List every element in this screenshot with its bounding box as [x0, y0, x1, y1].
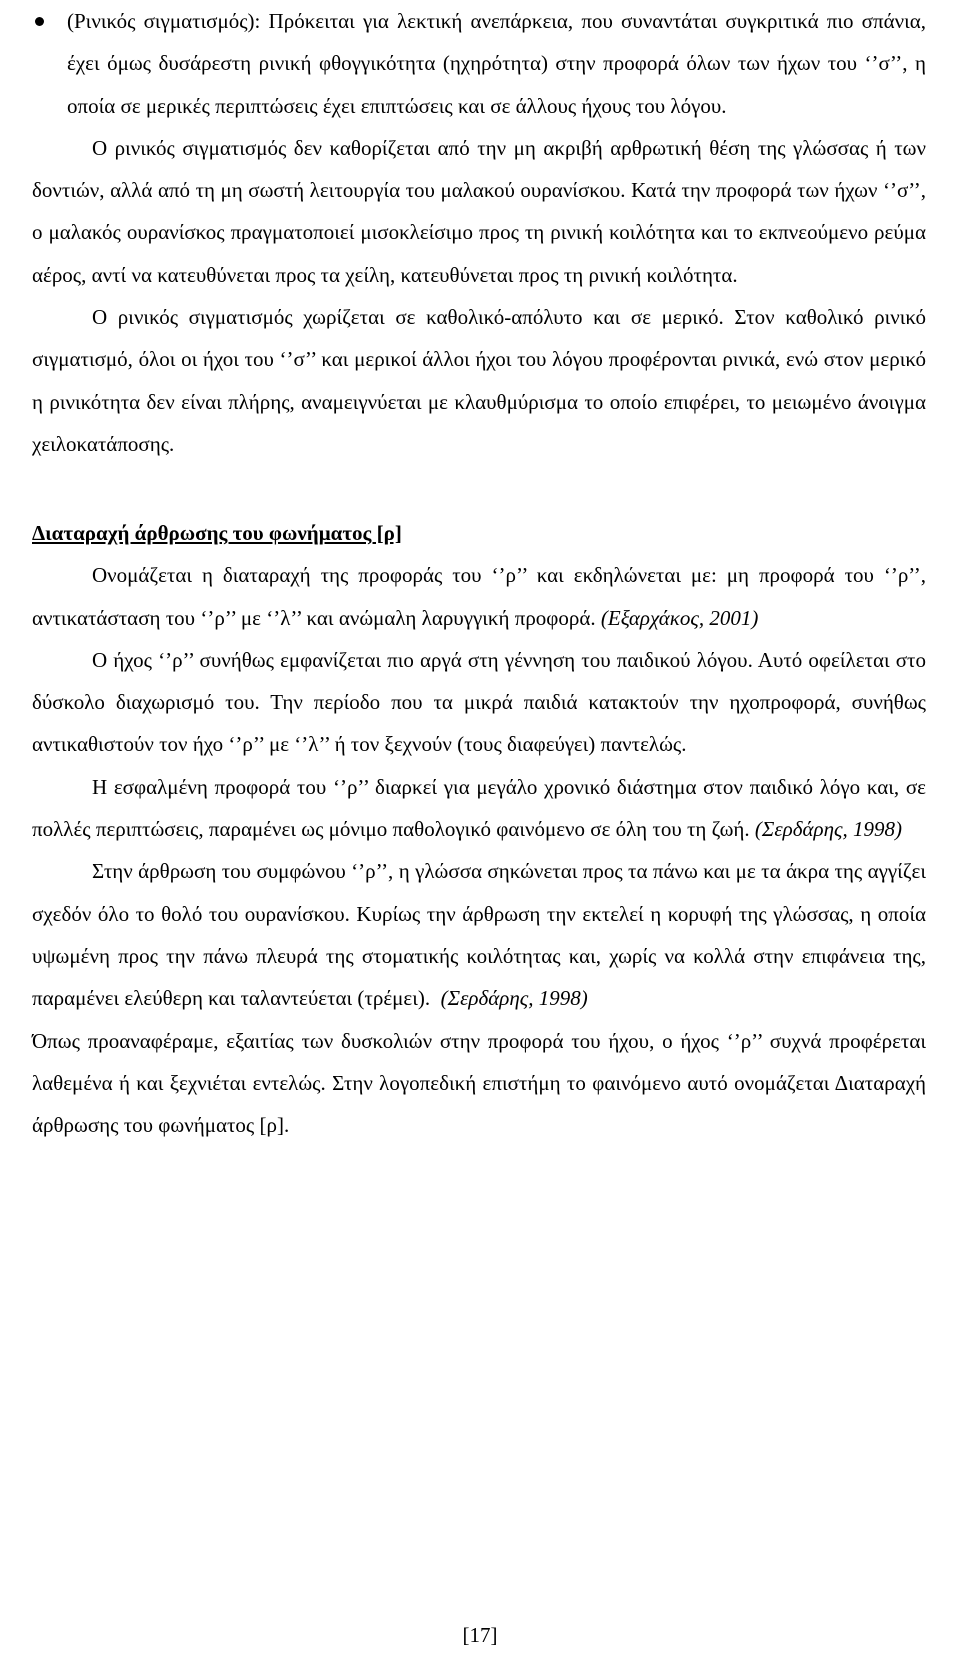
section-gap: [32, 465, 926, 512]
paragraph-rho-definition: [32, 554, 926, 639]
citation: (Σερδάρης, 1998): [440, 986, 588, 1011]
citation: (Σερδάρης, 1998): [754, 817, 903, 842]
paragraph-nasal-types: Ο ρινικός σιγματισμός χωρίζεται σε καθολικό-απόλυτο και σε μερικό. Στον καθολικό ρινικό σιγματισμό, όλοι οι ήχοι του ‘’σ’’ και μερικοί άλλοι ήχοι του λόγου προφέρονται ρινικά, ενώ στον μερικό η ρινικότητα δεν είναι πλήρης, αναμειγνύεται με κλαυθμύρισμα το οποίο επιφέρει, το μειωμένο άνοιγμα χειλοκατάποσης.: [32, 305, 926, 456]
paragraph-nasal-definition: Ο ρινικός σιγματισμός δεν καθορίζεται από την μη ακριβή αρθρωτική θέση της γλώσσας ή των δοντιών, αλλά από τη μη σωστή λειτουργία του μαλακού ουρανίσκου. Κατά την προφορά των ήχων ‘’σ’’, ο μαλακός ουρανίσκος πραγματοποιεί μισοκλείσιμο προς τη ρινική κοιλότητα και το εκπνεούμενο ρεύμα αέρος, αντί να κατευθύνεται προς τα χείλη, κατευθύνεται προς τη ρινική κοιλότητα.: [32, 135, 926, 287]
paragraph-text: Ονομάζεται η διαταραχή της προφοράς του ‘’ρ’’ και εκδηλώνεται με: μη προφορά του ‘’ρ’’, αντικατάσταση του ‘’ρ’’ με ‘’λ’’ και ανώμαλη λαρυγγική προφορά.: [32, 563, 926, 630]
paragraph-text: Στην άρθρωση του συμφώνου ‘’ρ’’, η γλώσσα σηκώνεται προς τα πάνω και με τα άκρα της αγγίζει σχεδόν όλο το θολό του ουρανίσκου. Κυρίως την άρθρωση την εκτελεί η κορυφή της γλώσσας, η οποία υψωμένη προς την πάνω πλευρά της στοματικής κοιλότητας και, χωρίς να κολλά στην επιφάνεια της, παραμένει ελεύθερη και ταλαντεύεται (τρέμει).: [32, 859, 926, 1011]
bullet-item: [32, 0, 926, 127]
bullet-dot-icon: [35, 17, 44, 26]
paragraph-rho-persistence: [32, 766, 926, 851]
paragraph-rho-summary: Όπως προαναφέραμε, εξαιτίας των δυσκολιών στην προφορά του ήχου, ο ήχος ‘’ρ’’ συχνά προφέρεται λαθεμένα ή και ξεχνιέται εντελώς. Στην λογοπεδική επιστήμη το φαινόμενο αυτό ονομάζεται Διαταραχή άρθρωσης του φωνήματος [ρ].: [32, 1028, 926, 1138]
citation: (Εξαρχάκος, 2001): [600, 605, 759, 630]
paragraph-rho-development: Ο ήχος ‘’ρ’’ συνήθως εμφανίζεται πιο αργά στη γέννηση του παιδικού λόγου. Αυτό οφείλεται στο δύσκολο διαχωρισμό του. Την περίοδο που τα μικρά παιδιά κατακτούν την ηχοπροφορά, συνήθως αντικαθιστούν τον ήχο ‘’ρ’’ με ‘’λ’’ ή τον ξεχνούν (τους διαφεύγει) παντελώς.: [32, 647, 926, 757]
page-body: [32, 0, 926, 1146]
page-number: [17]: [462, 1623, 498, 1647]
bullet-paragraph: (Ρινικός σιγματισμός): Πρόκειται για λεκτική ανεπάρκεια, που συναντάται συγκριτικά πιο σπάνια, έχει όμως δυσάρεστη ρινική φθογγικότητα (ηχηρότητα) στην προφορά όλων των ήχων του ‘’σ’’, η οποία σε μερικές περιπτώσεις έχει επιπτώσεις και σε άλλους ήχους του λόγου.: [67, 9, 926, 118]
section-heading: Διαταραχή άρθρωσης του φωνήματος [ρ]: [32, 521, 402, 546]
paragraph-rho-articulation: [32, 850, 926, 1019]
paragraph-text: Η εσφαλμένη προφορά του ‘’ρ’’ διαρκεί για μεγάλο χρονικό διάστημα στον παιδικό λόγο και, σε πολλές περιπτώσεις, παραμένει ως μόνιμο παθολογικό φαινόμενο σε όλη του τη ζωή.: [32, 774, 926, 842]
